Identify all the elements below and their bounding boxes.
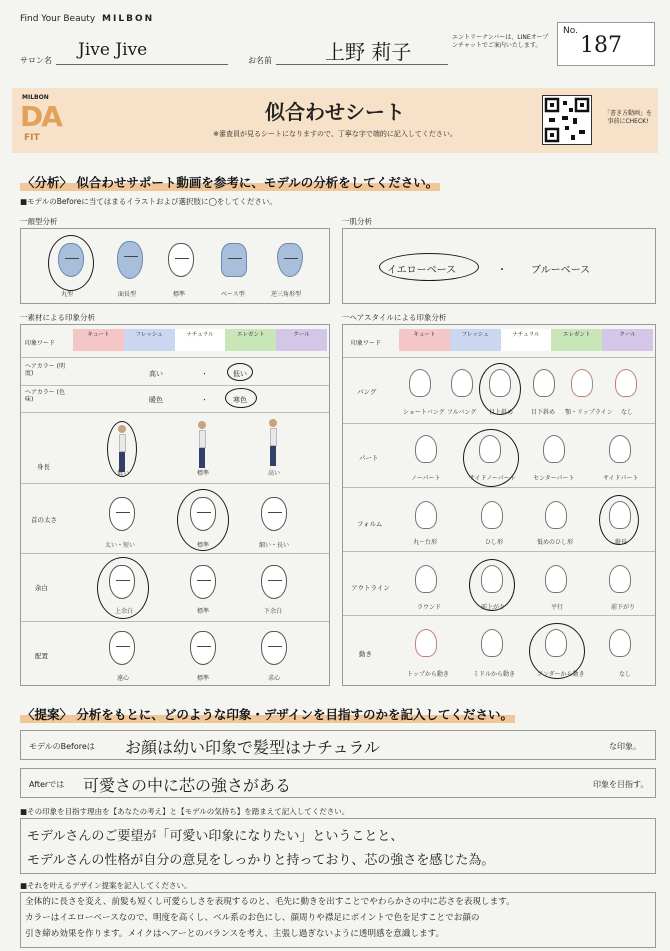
bang-short: ショートバング bbox=[403, 409, 445, 416]
skin-panel bbox=[342, 228, 656, 304]
height-label: 身長 bbox=[37, 463, 50, 471]
salon-value[interactable]: Jive Jive bbox=[78, 40, 148, 60]
form-diamond: ひし形 bbox=[485, 539, 504, 546]
hs-impression-natural: ナチュラル bbox=[501, 329, 552, 351]
part-center: センターパート bbox=[533, 475, 575, 482]
motion-none-icon[interactable] bbox=[609, 629, 631, 657]
bang-below-eye: 目下斜め bbox=[531, 409, 556, 416]
reason-box[interactable] bbox=[20, 818, 656, 874]
height-standard-figure[interactable] bbox=[198, 421, 206, 471]
motion-under: アンダーから動き bbox=[537, 671, 585, 678]
part-label: パート bbox=[359, 454, 379, 462]
entry-number-box[interactable] bbox=[557, 22, 655, 66]
bang-chin-lip-icon[interactable] bbox=[571, 369, 593, 397]
margin-bottom: 下余白 bbox=[264, 608, 283, 615]
outline-parallel: 平行 bbox=[551, 604, 564, 611]
analysis-instruction: ■モデルのBeforeに当てはまるイラストおよび選択肢に◯をしてください。 bbox=[20, 197, 277, 206]
outline-front-down-icon[interactable] bbox=[609, 565, 631, 593]
part-none: ノーパート bbox=[411, 475, 441, 482]
motion-top-icon[interactable] bbox=[415, 629, 437, 657]
tone-sep: ・ bbox=[201, 396, 208, 404]
outline-front-down: 前下がり bbox=[611, 604, 636, 611]
selected-circle-skin bbox=[379, 253, 479, 281]
no-label: No. bbox=[563, 26, 578, 36]
design-instruction: ■それを叶えるデザイン提案を記入してください。 bbox=[20, 881, 192, 890]
form-diamond-icon[interactable] bbox=[481, 501, 503, 529]
reason-line-1: モデルさんのご要望が「可愛い印象になりたい」ということと、 bbox=[27, 829, 404, 844]
layout-standard-icon[interactable] bbox=[190, 631, 216, 665]
part-side: サイドパート bbox=[603, 475, 639, 482]
part-side-icon[interactable] bbox=[609, 435, 631, 463]
design-line-3: 引き締め効果を作ります。メイクはヘアーとのバランスを考え、主張し過ぎないように透明感を意識します。 bbox=[25, 929, 445, 939]
hs-impression-fresh: フレッシュ bbox=[450, 329, 501, 351]
form-round-trapezoid: 丸〜台形 bbox=[413, 539, 438, 546]
analysis-title: 〈分析〉 似合わせサポート動画を参考に、モデルの分析をしてください。 bbox=[22, 175, 439, 190]
outline-label: アウトライン bbox=[351, 584, 390, 592]
reason-instruction: ■その印象を目指す理由を【あなたの考え】と【モデルの気持ち】を踏まえて記入してください。 bbox=[20, 807, 350, 816]
proposal-title-row bbox=[20, 704, 515, 723]
motion-label: 動き bbox=[359, 650, 372, 658]
tagline: Find Your Beauty bbox=[20, 14, 96, 24]
banner-logo-main: DA bbox=[20, 100, 61, 133]
lightness-low[interactable]: 低い bbox=[233, 370, 247, 378]
before-row bbox=[20, 730, 656, 760]
hairstyle-panel bbox=[342, 324, 656, 686]
impression-natural: ナチュラル bbox=[175, 329, 226, 351]
bang-full-icon[interactable] bbox=[451, 369, 473, 397]
impression-cool: クール bbox=[276, 329, 327, 351]
face-base-icon[interactable] bbox=[221, 243, 247, 277]
before-value[interactable]: お顔は幼い印象で髪型はナチュラル bbox=[125, 738, 381, 757]
form-low-diamond: 低めのひし形 bbox=[537, 539, 574, 546]
hs-impression-cute: キュート bbox=[399, 329, 450, 351]
bang-short-icon[interactable] bbox=[409, 369, 431, 397]
lightness-high[interactable]: 高い bbox=[149, 370, 163, 378]
name-value[interactable]: 上野 莉子 bbox=[325, 40, 412, 64]
face-type-standard: 標準 bbox=[173, 291, 186, 298]
bang-above-eye: 目上斜め bbox=[489, 409, 514, 416]
qr-code-icon[interactable] bbox=[542, 95, 592, 145]
design-line-2: カラーはイエローベースなので、明度を高くし、ベル系のお色にし、顔周りや襟足にポイントで色を足すことでお顔の bbox=[25, 913, 480, 923]
form-label: フォルム bbox=[357, 520, 383, 528]
hair-tone-label: ヘアカラー (色味) bbox=[25, 389, 66, 404]
entry-note: エントリーナンバーは、LINEオープンチャットでご案内いたします。 bbox=[452, 34, 549, 49]
form-vertical: 縦長 bbox=[615, 539, 628, 546]
face-inverted-triangle-icon[interactable] bbox=[277, 243, 303, 277]
design-line-1: 全体的に長さを変え、前髪も短くし可愛らしさを表現するのと、毛先に動きを出すことでやわらかさの中に芯さを表現します。 bbox=[25, 897, 515, 907]
after-suffix: 印象を目指す。 bbox=[593, 780, 649, 789]
height-short: 低い bbox=[117, 470, 130, 477]
brand-logo: MILBON bbox=[102, 14, 155, 24]
before-suffix: な印象。 bbox=[609, 742, 641, 751]
selected-circle-face-round bbox=[48, 235, 94, 291]
hair-lightness-label: ヘアカラー (明度) bbox=[25, 363, 66, 378]
margin-label: 余白 bbox=[35, 584, 48, 592]
layout-centripetal-icon[interactable] bbox=[261, 631, 287, 665]
skin-label: 一肌分析 bbox=[342, 217, 372, 226]
design-box[interactable] bbox=[20, 892, 656, 948]
material-impression-bar bbox=[73, 329, 327, 351]
tone-cool[interactable]: 寒色 bbox=[233, 396, 247, 404]
skin-separator: ・ bbox=[497, 265, 507, 276]
layout-standard: 標準 bbox=[197, 675, 210, 682]
margin-standard-icon[interactable] bbox=[190, 565, 216, 599]
proposal-title: 〈提案〉 分析をもとに、どのような印象・デザインを目指すのかを記入してください。 bbox=[22, 707, 513, 722]
after-label: Afterでは bbox=[29, 780, 65, 789]
face-type-inverted-triangle: 逆三角形型 bbox=[271, 291, 302, 298]
margin-top: 上余白 bbox=[115, 608, 134, 615]
selected-circle-lightness bbox=[227, 363, 253, 381]
layout-centrifugal-icon[interactable] bbox=[109, 631, 135, 665]
impression-fresh: フレッシュ bbox=[124, 329, 175, 351]
height-tall-figure[interactable] bbox=[269, 419, 277, 469]
skin-yellow-base[interactable]: イエローベース bbox=[387, 265, 457, 276]
bang-below-eye-icon[interactable] bbox=[533, 369, 555, 397]
face-type-label: 一顔型分析 bbox=[20, 217, 58, 226]
margin-standard: 標準 bbox=[197, 608, 210, 615]
skin-blue-base[interactable]: ブルーベース bbox=[531, 265, 591, 276]
neck-label: 首の太さ bbox=[31, 516, 57, 524]
neck-thick: 太い・短い bbox=[105, 542, 136, 549]
layout-label: 配置 bbox=[35, 652, 48, 660]
salon-label: サロン名 bbox=[20, 56, 52, 65]
bang-none-icon[interactable] bbox=[615, 369, 637, 397]
bang-label: バング bbox=[357, 388, 377, 396]
sheet-title: 似合わせシート bbox=[265, 100, 405, 124]
hs-impression-elegant: エレガント bbox=[551, 329, 602, 351]
selected-circle-tone bbox=[225, 388, 257, 408]
layout-centripetal: 求心 bbox=[268, 675, 281, 682]
bang-none: なし bbox=[621, 409, 634, 416]
face-standard-icon[interactable] bbox=[168, 243, 194, 277]
hairstyle-label: 一ヘアスタイルによる印象分析 bbox=[342, 313, 447, 322]
bang-chin-lip: 顎・リップライン bbox=[565, 409, 613, 416]
reason-line-2: モデルさんの性格が自分の意見をしっかりと持っており、芯の強さを感じた為。 bbox=[27, 853, 495, 868]
before-label: モデルのBeforeは bbox=[29, 742, 95, 751]
motion-top: トップから動き bbox=[407, 671, 449, 678]
neck-thick-icon[interactable] bbox=[109, 497, 135, 531]
impression-cute: キュート bbox=[73, 329, 124, 351]
neck-thin: 細い・長い bbox=[259, 542, 290, 549]
banner-logo-top: MILBON bbox=[22, 94, 49, 101]
outline-front-up: 前上がり bbox=[481, 604, 506, 611]
outline-round: ラウンド bbox=[417, 604, 442, 611]
tagline-row bbox=[20, 14, 154, 24]
neck-thin-icon[interactable] bbox=[261, 497, 287, 531]
material-label: 一素材による印象分析 bbox=[20, 313, 95, 322]
motion-none: なし bbox=[619, 671, 632, 678]
form-round-trapezoid-icon[interactable] bbox=[415, 501, 437, 529]
part-side-none: サイドノーパート bbox=[469, 475, 516, 482]
title-banner bbox=[12, 88, 658, 153]
face-long-icon[interactable] bbox=[117, 241, 143, 279]
motion-middle-icon[interactable] bbox=[481, 629, 503, 657]
after-value[interactable]: 可愛さの中に芯の強さがある bbox=[83, 776, 292, 795]
face-type-round: 丸型 bbox=[61, 291, 74, 298]
tone-warm[interactable]: 暖色 bbox=[149, 396, 163, 404]
part-center-icon[interactable] bbox=[543, 435, 565, 463]
name-label: お名前 bbox=[248, 56, 272, 65]
hairstyle-impression-word-label: 印象ワード bbox=[351, 340, 382, 347]
hairstyle-impression-bar bbox=[399, 329, 653, 351]
hs-impression-cool: クール bbox=[602, 329, 653, 351]
height-tall: 高い bbox=[268, 470, 281, 477]
banner-logo-sub: FIT bbox=[24, 133, 40, 143]
material-panel bbox=[20, 324, 330, 686]
form-low-diamond-icon[interactable] bbox=[545, 501, 567, 529]
margin-bottom-icon[interactable] bbox=[261, 565, 287, 599]
no-value: 187 bbox=[580, 33, 622, 58]
face-type-base: ベース型 bbox=[221, 291, 245, 298]
face-type-long: 面長型 bbox=[118, 291, 137, 298]
height-standard: 標準 bbox=[197, 470, 210, 477]
lightness-sep: ・ bbox=[201, 370, 208, 378]
outline-round-icon[interactable] bbox=[415, 565, 437, 593]
neck-standard: 標準 bbox=[197, 542, 210, 549]
layout-centrifugal: 遠心 bbox=[117, 675, 130, 682]
sheet-note: ※審査員が見るシートになりますので、丁寧な字で端的に記入してください。 bbox=[213, 130, 457, 138]
impression-elegant: エレガント bbox=[225, 329, 276, 351]
analysis-title-row bbox=[20, 172, 440, 191]
qr-caption: 「書き方動画」を事前にCHECK! bbox=[603, 110, 652, 126]
outline-parallel-icon[interactable] bbox=[545, 565, 567, 593]
part-none-icon[interactable] bbox=[415, 435, 437, 463]
after-row bbox=[20, 768, 656, 798]
material-impression-word-label: 印象ワード bbox=[25, 340, 56, 347]
bang-full: フルバング bbox=[447, 409, 477, 416]
motion-middle: ミドルから動き bbox=[473, 671, 516, 678]
face-type-panel bbox=[20, 228, 330, 304]
